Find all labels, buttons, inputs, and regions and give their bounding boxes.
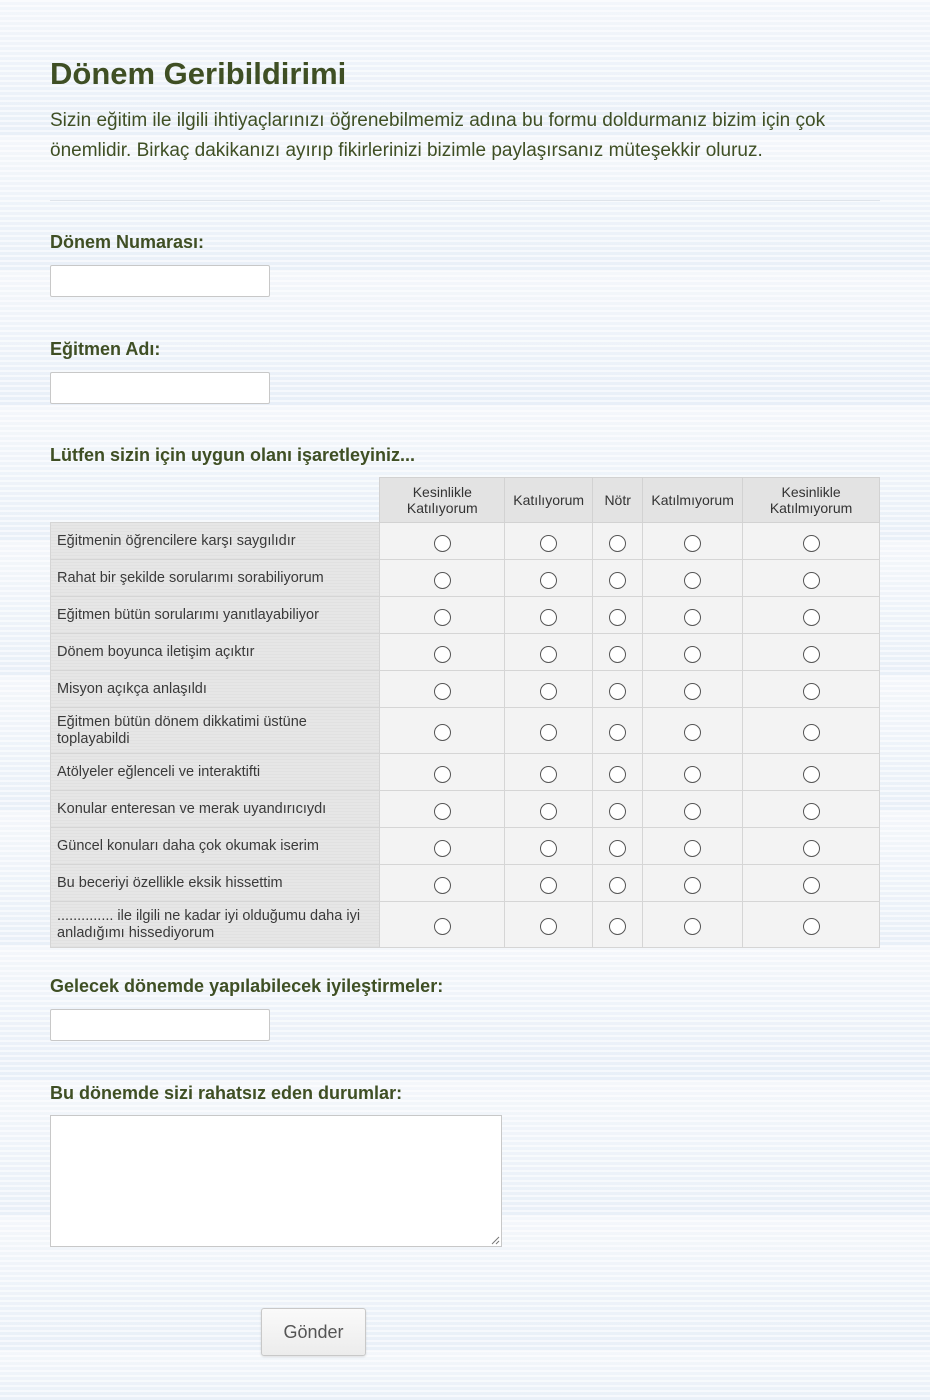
matrix-cell xyxy=(380,560,505,597)
matrix-cell xyxy=(643,828,743,865)
rating-radio[interactable] xyxy=(684,535,701,552)
rating-radio[interactable] xyxy=(609,918,626,935)
matrix-cell xyxy=(380,828,505,865)
rating-radio[interactable] xyxy=(684,918,701,935)
rating-radio[interactable] xyxy=(609,609,626,626)
matrix-cell xyxy=(643,708,743,754)
rating-radio[interactable] xyxy=(609,766,626,783)
form-description: Sizin eğitim ile ilgili ihtiyaçlarınızı öğrenebilmemiz adına bu formu doldurmanız bizim için çok önemlidir. Birkaç dakikanızı ayırıp fikirlerinizi bizimle paylaşırsanız müteşekkir oluruz. xyxy=(50,110,826,161)
rating-radio[interactable] xyxy=(803,840,820,857)
rating-radio[interactable] xyxy=(434,609,451,626)
rating-radio[interactable] xyxy=(609,535,626,552)
matrix-cell xyxy=(743,902,880,948)
matrix-row xyxy=(51,523,880,560)
rating-radio[interactable] xyxy=(803,877,820,894)
matrix-cell xyxy=(643,671,743,708)
rating-radio[interactable] xyxy=(684,766,701,783)
matrix-cell xyxy=(743,560,880,597)
rating-radio[interactable] xyxy=(434,918,451,935)
matrix-cell xyxy=(380,902,505,948)
column-header: Kesinlikle Katılmıyorum xyxy=(743,478,880,523)
rating-radio[interactable] xyxy=(434,535,451,552)
matrix-cell xyxy=(505,754,593,791)
matrix-cell xyxy=(643,902,743,948)
matrix-row-question: Rahat bir şekilde sorularımı sorabiliyorum xyxy=(51,560,380,597)
matrix-corner xyxy=(51,478,380,523)
rating-radio[interactable] xyxy=(803,646,820,663)
rating-radio[interactable] xyxy=(609,877,626,894)
resize-grip-icon[interactable] xyxy=(490,1235,500,1245)
matrix-cell xyxy=(593,671,643,708)
matrix-cell xyxy=(593,523,643,560)
submit-button[interactable]: Gönder xyxy=(261,1308,366,1356)
matrix-row-question: Güncel konuları daha çok okumak iserim xyxy=(51,828,380,865)
rating-radio[interactable] xyxy=(803,609,820,626)
rating-radio[interactable] xyxy=(684,609,701,626)
rating-radio[interactable] xyxy=(609,572,626,589)
matrix-row-question: Eğitmen bütün dönem dikkatimi üstüne toplayabildi xyxy=(51,708,380,754)
rating-radio[interactable] xyxy=(684,877,701,894)
rating-radio[interactable] xyxy=(803,724,820,741)
matrix-cell xyxy=(643,791,743,828)
rating-radio[interactable] xyxy=(684,646,701,663)
matrix-cell xyxy=(593,791,643,828)
instructor-name-input[interactable] xyxy=(50,372,270,404)
rating-radio[interactable] xyxy=(434,646,451,663)
matrix-label: Lütfen sizin için uygun olanı işaretleyiniz... xyxy=(50,445,416,465)
matrix-cell xyxy=(643,634,743,671)
rating-radio[interactable] xyxy=(803,918,820,935)
matrix-header-row xyxy=(51,478,880,523)
rating-radio[interactable] xyxy=(684,683,701,700)
matrix-row-question: .............. ile ilgili ne kadar iyi olduğumu daha iyi anladığımı hissediyorum xyxy=(51,902,380,948)
matrix-cell xyxy=(593,754,643,791)
improvements-label: Gelecek dönemde yapılabilecek iyileştirmeler: xyxy=(50,976,444,996)
matrix-row xyxy=(51,828,880,865)
matrix-cell xyxy=(380,754,505,791)
term-number-label: Dönem Numarası: xyxy=(50,232,205,252)
matrix-cell xyxy=(743,523,880,560)
matrix-cell xyxy=(743,754,880,791)
matrix-cell xyxy=(643,560,743,597)
rating-radio[interactable] xyxy=(540,918,557,935)
rating-radio[interactable] xyxy=(609,646,626,663)
matrix-cell xyxy=(505,865,593,902)
column-header: Kesinlikle Katılıyorum xyxy=(380,478,505,523)
matrix-row xyxy=(51,902,880,948)
rating-radio[interactable] xyxy=(540,572,557,589)
matrix-cell xyxy=(505,634,593,671)
rating-radio[interactable] xyxy=(609,683,626,700)
matrix-cell xyxy=(505,523,593,560)
rating-radio[interactable] xyxy=(803,683,820,700)
improvements-input[interactable] xyxy=(50,1009,270,1041)
rating-radio[interactable] xyxy=(540,609,557,626)
rating-radio[interactable] xyxy=(609,840,626,857)
rating-radio[interactable] xyxy=(684,724,701,741)
matrix-cell xyxy=(593,708,643,754)
form-title: Dönem Geribildirimi xyxy=(50,56,347,91)
matrix-cell xyxy=(643,865,743,902)
matrix-cell xyxy=(380,523,505,560)
rating-matrix xyxy=(50,477,880,948)
matrix-cell xyxy=(743,708,880,754)
term-number-input[interactable] xyxy=(50,265,270,297)
matrix-cell xyxy=(380,791,505,828)
rating-radio[interactable] xyxy=(434,683,451,700)
matrix-cell xyxy=(380,597,505,634)
matrix-cell xyxy=(643,523,743,560)
matrix-cell xyxy=(743,597,880,634)
rating-radio[interactable] xyxy=(434,840,451,857)
rating-radio[interactable] xyxy=(434,572,451,589)
matrix-row-question: Eğitmenin öğrencilere karşı saygılıdır xyxy=(51,523,380,560)
rating-radio[interactable] xyxy=(609,803,626,820)
matrix-cell xyxy=(505,828,593,865)
matrix-cell xyxy=(380,671,505,708)
rating-radio[interactable] xyxy=(540,803,557,820)
rating-radio[interactable] xyxy=(684,803,701,820)
matrix-row xyxy=(51,560,880,597)
column-header: Nötr xyxy=(593,478,643,523)
matrix-cell xyxy=(505,708,593,754)
rating-radio[interactable] xyxy=(609,724,626,741)
matrix-cell xyxy=(505,791,593,828)
matrix-cell xyxy=(505,560,593,597)
rating-radio[interactable] xyxy=(540,535,557,552)
matrix-cell xyxy=(505,902,593,948)
matrix-cell xyxy=(643,754,743,791)
rating-radio[interactable] xyxy=(434,766,451,783)
matrix-row xyxy=(51,671,880,708)
matrix-cell xyxy=(505,671,593,708)
matrix-row-question: Dönem boyunca iletişim açıktır xyxy=(51,634,380,671)
instructor-name-label: Eğitmen Adı: xyxy=(50,339,161,359)
rating-radio[interactable] xyxy=(684,572,701,589)
rating-radio[interactable] xyxy=(803,535,820,552)
matrix-row-question: Misyon açıkça anlaşıldı xyxy=(51,671,380,708)
rating-radio[interactable] xyxy=(803,572,820,589)
header-divider xyxy=(50,200,880,201)
rating-radio[interactable] xyxy=(434,724,451,741)
rating-radio[interactable] xyxy=(540,766,557,783)
matrix-row-question: Eğitmen bütün sorularımı yanıtlayabiliyor xyxy=(51,597,380,634)
matrix-cell xyxy=(593,634,643,671)
matrix-row-question: Atölyeler eğlenceli ve interaktifti xyxy=(51,754,380,791)
matrix-row xyxy=(51,708,880,754)
matrix-row xyxy=(51,597,880,634)
column-header: Katılmıyorum xyxy=(643,478,743,523)
matrix-row xyxy=(51,754,880,791)
rating-radio[interactable] xyxy=(684,840,701,857)
rating-radio[interactable] xyxy=(434,803,451,820)
matrix-row-question: Bu beceriyi özellikle eksik hissettim xyxy=(51,865,380,902)
rating-radio[interactable] xyxy=(434,877,451,894)
matrix-cell xyxy=(743,634,880,671)
matrix-cell xyxy=(380,634,505,671)
rating-radio[interactable] xyxy=(540,724,557,741)
matrix-cell xyxy=(743,791,880,828)
rating-radio[interactable] xyxy=(803,803,820,820)
matrix-cell xyxy=(380,865,505,902)
matrix-row xyxy=(51,791,880,828)
matrix-cell xyxy=(593,865,643,902)
complaints-label: Bu dönemde sizi rahatsız eden durumlar: xyxy=(50,1083,403,1103)
matrix-cell xyxy=(593,828,643,865)
matrix-row xyxy=(51,865,880,902)
matrix-cell xyxy=(743,828,880,865)
rating-radio[interactable] xyxy=(803,766,820,783)
rating-radio[interactable] xyxy=(540,683,557,700)
rating-radio[interactable] xyxy=(540,840,557,857)
matrix-cell xyxy=(743,865,880,902)
matrix-cell xyxy=(643,597,743,634)
matrix-cell xyxy=(593,597,643,634)
rating-radio[interactable] xyxy=(540,646,557,663)
matrix-cell xyxy=(380,708,505,754)
matrix-cell xyxy=(743,671,880,708)
matrix-cell xyxy=(593,902,643,948)
column-header: Katılıyorum xyxy=(505,478,593,523)
matrix-row xyxy=(51,634,880,671)
matrix-cell xyxy=(505,597,593,634)
matrix-row-question: Konular enteresan ve merak uyandırıcıydı xyxy=(51,791,380,828)
rating-radio[interactable] xyxy=(540,877,557,894)
complaints-textarea[interactable] xyxy=(50,1115,502,1247)
matrix-cell xyxy=(593,560,643,597)
